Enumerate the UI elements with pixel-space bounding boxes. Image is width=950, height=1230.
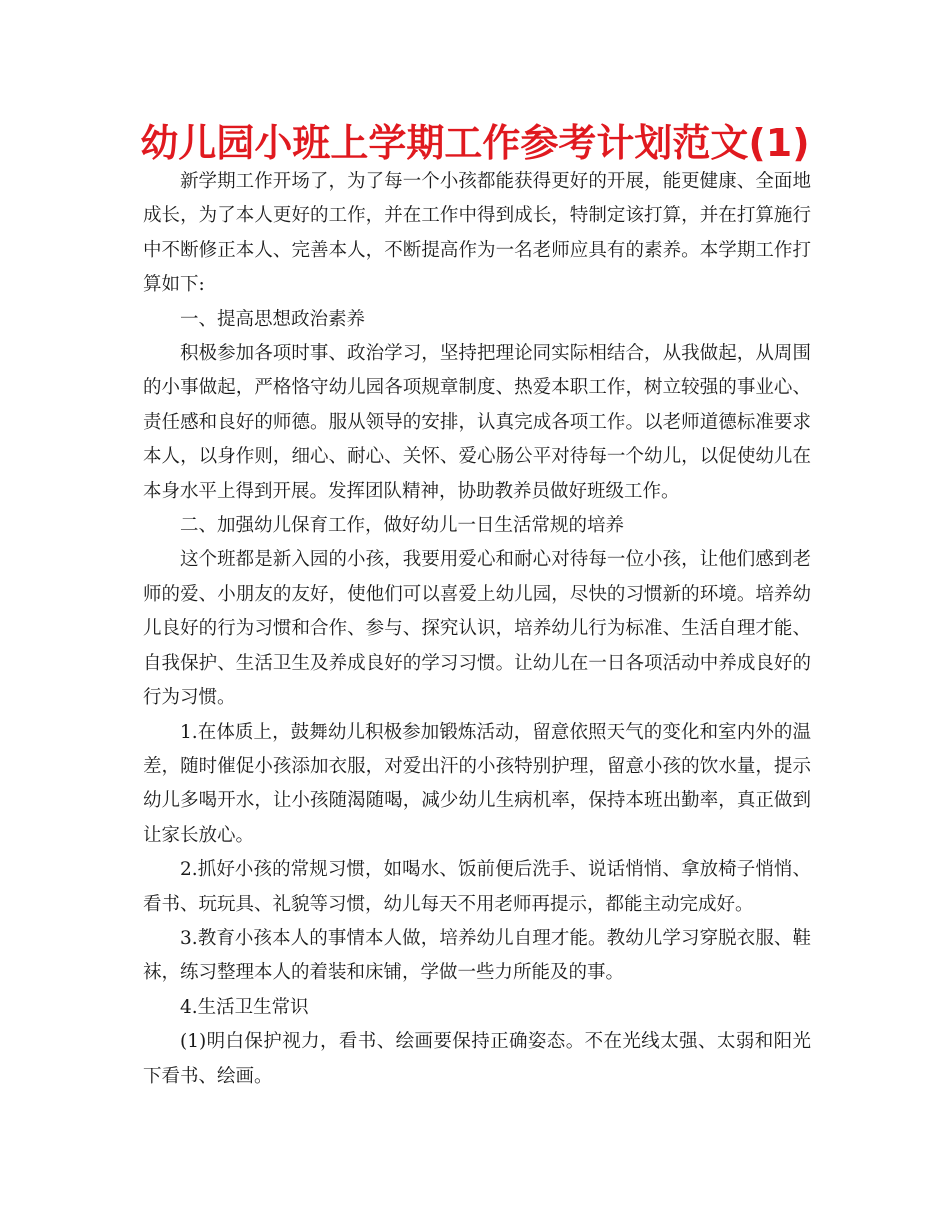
paragraph-care: 这个班都是新入园的小孩，我要用爱心和耐心对待每一位小孩，让他们感到老师的爱、小朋友的友好，使他们可以喜爱上幼儿园，尽快的习惯新的环境。培养幼儿良好的行为习惯和合作、参与、探究认识，培养幼儿行为标准、生活自理才能、自我保护、生活卫生及养成良好的学习习惯。让幼儿在一日各项活动中养成良好的行为习惯。 [143,549,811,709]
document-body [143,165,811,1094]
list-item-2: 2.抓好小孩的常规习惯，如喝水、饭前便后洗手、说话悄悄、拿放椅子悄悄、看书、玩玩具、礼貌等习惯，幼儿每天不用老师再提示，都能主动完成好。 [143,859,811,915]
section-heading-2: 二、加强幼儿保育工作，做好幼儿一日生活常规的培养 [180,515,625,537]
paragraph-intro: 新学期工作开场了，为了每一个小孩都能获得更好的开展，能更健康、全面地成长，为了本人更好的工作，并在工作中得到成长，特制定该打算，并在打算施行中不断修正本人、完善本人，不断提高作为一名老师应具有的素养。本学期工作打算如下: [143,171,811,296]
sub-item-1: (1)明白保护视力，看书、绘画要保持正确姿态。不在光线太强、太弱和阳光下看书、绘画。 [143,1031,811,1087]
list-item-4: 4.生活卫生常识 [180,996,309,1018]
list-item-1: 1.在体质上，鼓舞幼儿积极参加锻炼活动，留意依照天气的变化和室内外的温差，随时催促小孩添加衣服，对爱出汗的小孩特别护理，留意小孩的饮水量，提示幼儿多喝开水，让小孩随渴随喝，减少幼儿生病机率，保持本班出勤率，真正做到让家长放心。 [143,721,811,846]
paragraph-politics: 积极参加各项时事、政治学习，坚持把理论同实际相结合，从我做起，从周围的小事做起，严格恪守幼儿园各项规章制度、热爱本职工作，树立较强的事业心、责任感和良好的师德。服从领导的安排，认真完成各项工作。以老师道德标准要求本人，以身作则，细心、耐心、关怀、爱心肠公平对待每一个幼儿，以促使幼儿在本身水平上得到开展。发挥团队精神，协助教养员做好班级工作。 [143,343,811,502]
document-title: 幼儿园小班上学期工作参考计划范文(1) [140,121,810,165]
list-item-3: 3.教育小孩本人的事情本人做，培养幼儿自理才能。教幼儿学习穿脱衣服、鞋袜，练习整理本人的着装和床铺，学做一些力所能及的事。 [143,927,811,984]
section-heading-1: 一、提高思想政治素养 [180,308,366,330]
